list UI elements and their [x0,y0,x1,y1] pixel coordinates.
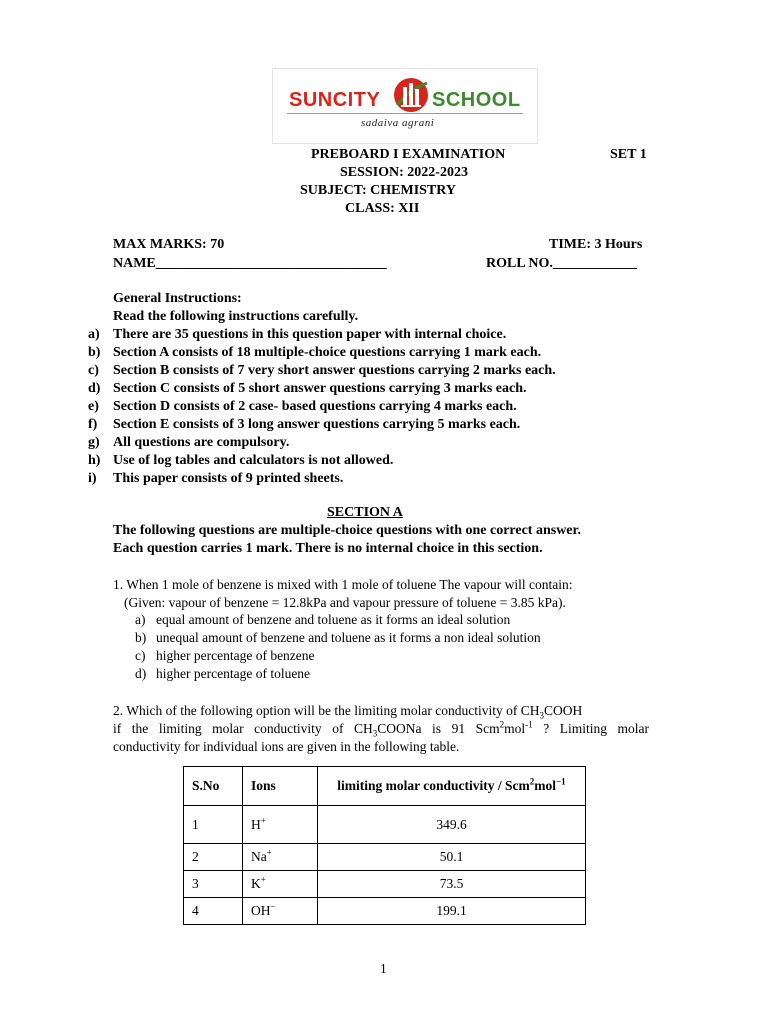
class: CLASS: XII [345,201,420,216]
instruction-item: d) Section C consists of 5 short answer questions carrying 3 marks each. [88,381,527,396]
exam-title: PREBOARD I EXAMINATION [311,147,506,162]
time: TIME: 3 Hours [549,237,643,252]
instruction-item: c) Section B consists of 7 very short answer questions carrying 2 marks each. [88,363,556,378]
header-sno: S.No [184,767,243,806]
q1-given: (Given: vapour of benzene = 12.8kPa and vapour pressure of toluene = 3.85 kPa). [124,595,566,610]
instruction-item: b) Section A consists of 18 multiple-choice questions carrying 1 mark each. [88,345,542,360]
table-row: 2 Na+ 50.1 [184,844,586,871]
tower-emblem-icon [389,75,433,115]
max-marks: MAX MARKS: 70 [113,237,225,252]
table-row: 1 H+ 349.6 [184,806,586,844]
instruction-item: h) Use of log tables and calculators is not allowed. [88,453,394,468]
conductivity-table [183,766,586,925]
q2-line-1: 2. Which of the following option will be the limiting molar conductivity of $CH_3COOH$ [113,703,583,721]
table-header-row [184,767,586,806]
table-row: 3 K+ 73.5 [184,871,586,898]
logo-divider [287,113,523,114]
section-a-desc-2: Each question carries 1 mark. There is no internal choice in this section. [113,541,543,556]
q1-text: 1. When 1 mole of benzene is mixed with 1 mole of toluene The vapour will contain: [113,577,573,592]
q2-line-3: conductivity for individual ions are given in the following table. [113,739,460,754]
page-number: 1 [380,961,387,976]
instruction-item: f) Section E consists of 3 long answer questions carrying 5 marks each. [88,417,521,432]
header-conductivity: limiting molar conductivity / Scm$^2$mol$^{-1}$ [318,767,586,806]
section-a-desc-1: The following questions are multiple-choice questions with one correct answer. [113,523,581,538]
q1-option-a: a) equal amount of benzene and toluene as it forms an ideal solution [135,612,511,627]
session: SESSION: 2022-2023 [340,165,468,180]
subject: SUBJECT: CHEMISTRY [300,183,456,198]
instruction-item: a) There are 35 questions in this question paper with internal choice. [88,327,507,342]
instructions-list [88,326,556,488]
roll-field: ROLL NO.____________ [486,256,637,271]
q1-option-c: c) higher percentage of benzene [135,648,315,663]
name-field: NAME_________________________________ [113,256,387,271]
header-ions: Ions [243,767,318,806]
q1-option-b: b) unequal amount of benzene and toluene as it forms a non ideal solution [135,630,541,645]
instruction-item: e) Section D consists of 2 case- based questions carrying 4 marks each. [88,399,517,414]
instructions-title: General Instructions: [113,291,242,306]
table-row: 4 OH− 199.1 [184,898,586,925]
section-a-title: SECTION A [327,505,403,520]
logo-tagline: sadaiva agrani [361,117,435,129]
school-logo [272,68,538,144]
logo-name-right: SCHOOL [432,89,521,111]
q2-line-2: if the limiting molar conductivity of $CH_3COONa$ is 91 Scm$^2$mol$^{-1}$ ? Limiting molar [113,719,650,739]
set-number: SET 1 [610,147,647,162]
instruction-item: i) This paper consists of 9 printed sheets. [88,471,344,486]
logo-name-left: SUNCITY [289,89,381,111]
instructions-intro: Read the following instructions carefully. [113,309,359,324]
q1-option-d: d) higher percentage of toluene [135,666,311,681]
q1-options [135,611,541,683]
instruction-item: g) All questions are compulsory. [88,435,290,450]
